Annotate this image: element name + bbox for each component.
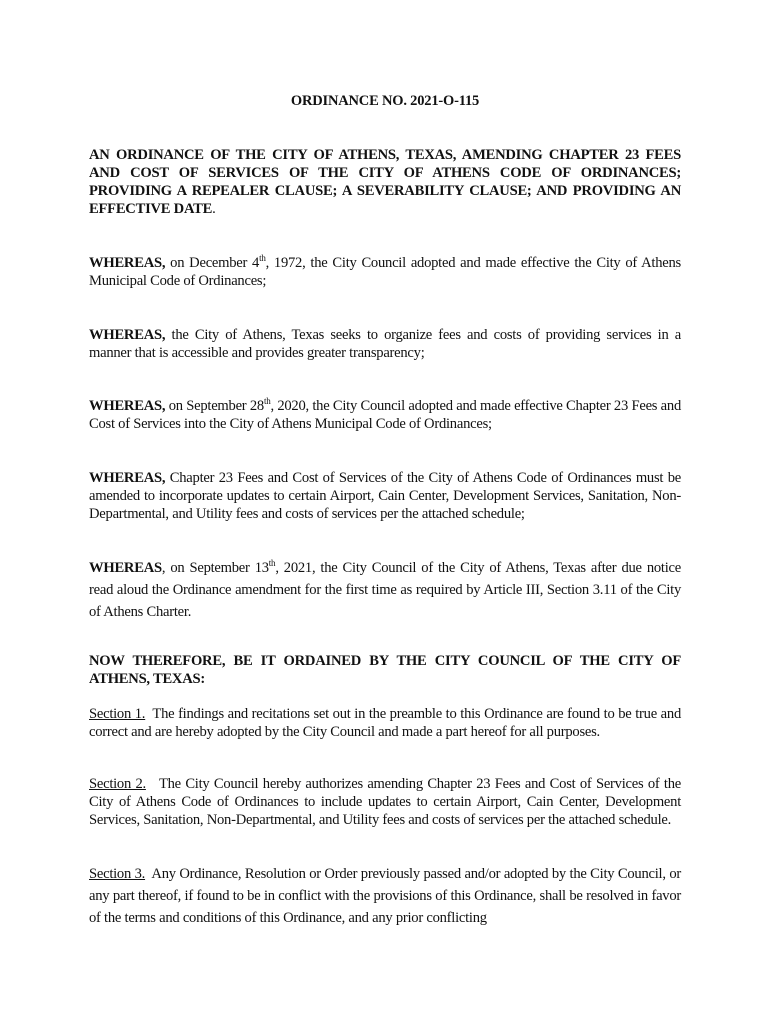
whereas-text: , on September 13: [161, 560, 269, 576]
whereas-lead: WHEREAS: [89, 560, 162, 576]
caption-period: .: [212, 201, 216, 217]
section-2-label: Section 2.: [89, 776, 146, 792]
whereas-paragraph-5: [89, 557, 681, 623]
whereas-lead: WHEREAS,: [89, 255, 166, 271]
caption-text: AN ORDINANCE OF THE CITY OF ATHENS, TEXAS, AMENDING CHAPTER 23 FEES AND COST OF SERVICES OF THE CITY OF ATHENS CODE OF ORDINANCES; PROVIDING A REPEALER CLAUSE; A SEVERABILITY CLAUSE; AND PROVIDING AN EFFECTIVE DATE: [89, 147, 681, 217]
whereas-text: on December 4: [165, 255, 260, 271]
section-1-paragraph: [89, 705, 685, 741]
whereas-lead: WHEREAS,: [89, 327, 166, 343]
now-therefore-heading: NOW THEREFORE, BE IT ORDAINED BY THE CITY COUNCIL OF THE CITY OF ATHENS, TEXAS:: [89, 653, 681, 687]
section-1-label: Section 1.: [89, 706, 146, 722]
whereas-text-cont: , 2021, the City Council of the City of Athens, Texas after due notice read aloud the Ordinance amendment for the first time as required by Article III, Section 3.11 of the City of Athens Charter.: [89, 560, 681, 620]
whereas-paragraph-3: [89, 397, 681, 433]
whereas-text: Chapter 23 Fees and Cost of Services of the City of Athens Code of Ordinances must be amended to incorporate updates to certain Airport, Cain Center, Development Services, Sanitation, Non-Departmental, and Utility fees and costs of services per the attached schedule;: [89, 470, 681, 522]
ordinance-title: ORDINANCE NO. 2021-O-115: [290, 93, 480, 109]
whereas-lead: WHEREAS,: [89, 398, 166, 414]
whereas-paragraph-1: [89, 254, 681, 290]
superscript: th: [263, 396, 271, 407]
whereas-text-cont: , 2020, the City Council adopted and made effective Chapter 23 Fees and Cost of Services into the City of Athens Municipal Code of Ordinances;: [89, 398, 681, 432]
whereas-text-cont: , 1972, the City Council adopted and made effective the City of Athens Municipal Code of Ordinances;: [89, 255, 681, 289]
whereas-text: on September 28: [165, 398, 264, 414]
section-2-paragraph: [89, 775, 685, 829]
superscript: th: [259, 253, 266, 264]
section-3-paragraph: [89, 863, 685, 929]
superscript: th: [268, 558, 276, 569]
whereas-text: the City of Athens, Texas seeks to organize fees and costs of providing services in a manner that is accessible and provides greater transparency;: [89, 327, 681, 361]
section-3-label: Section 3.: [89, 866, 146, 882]
whereas-lead: WHEREAS,: [89, 470, 166, 486]
whereas-paragraph-4: [89, 469, 681, 523]
section-2-text: The City Council hereby authorizes amending Chapter 23 Fees and Cost of Services of the City of Athens Code of Ordinances to include updates to certain Airport, Cain Center, Development Services, Sanitation, Non-Departmental, and Utility fees and costs of services per the attached schedule.: [89, 776, 685, 828]
section-1-text: The findings and recitations set out in the preamble to this Ordinance are found to be true and correct and are hereby adopted by the City Council and made a part hereof for all purposes.: [89, 706, 685, 740]
whereas-paragraph-2: [89, 326, 681, 362]
section-3-text: Any Ordinance, Resolution or Order previously passed and/or adopted by the City Council, or any part thereof, if found to be in conflict with the provisions of this Ordinance, shall be resolved in favor of the terms and conditions of this Ordinance, and any prior conflicting: [89, 866, 685, 926]
ordinance-caption: [89, 146, 681, 218]
